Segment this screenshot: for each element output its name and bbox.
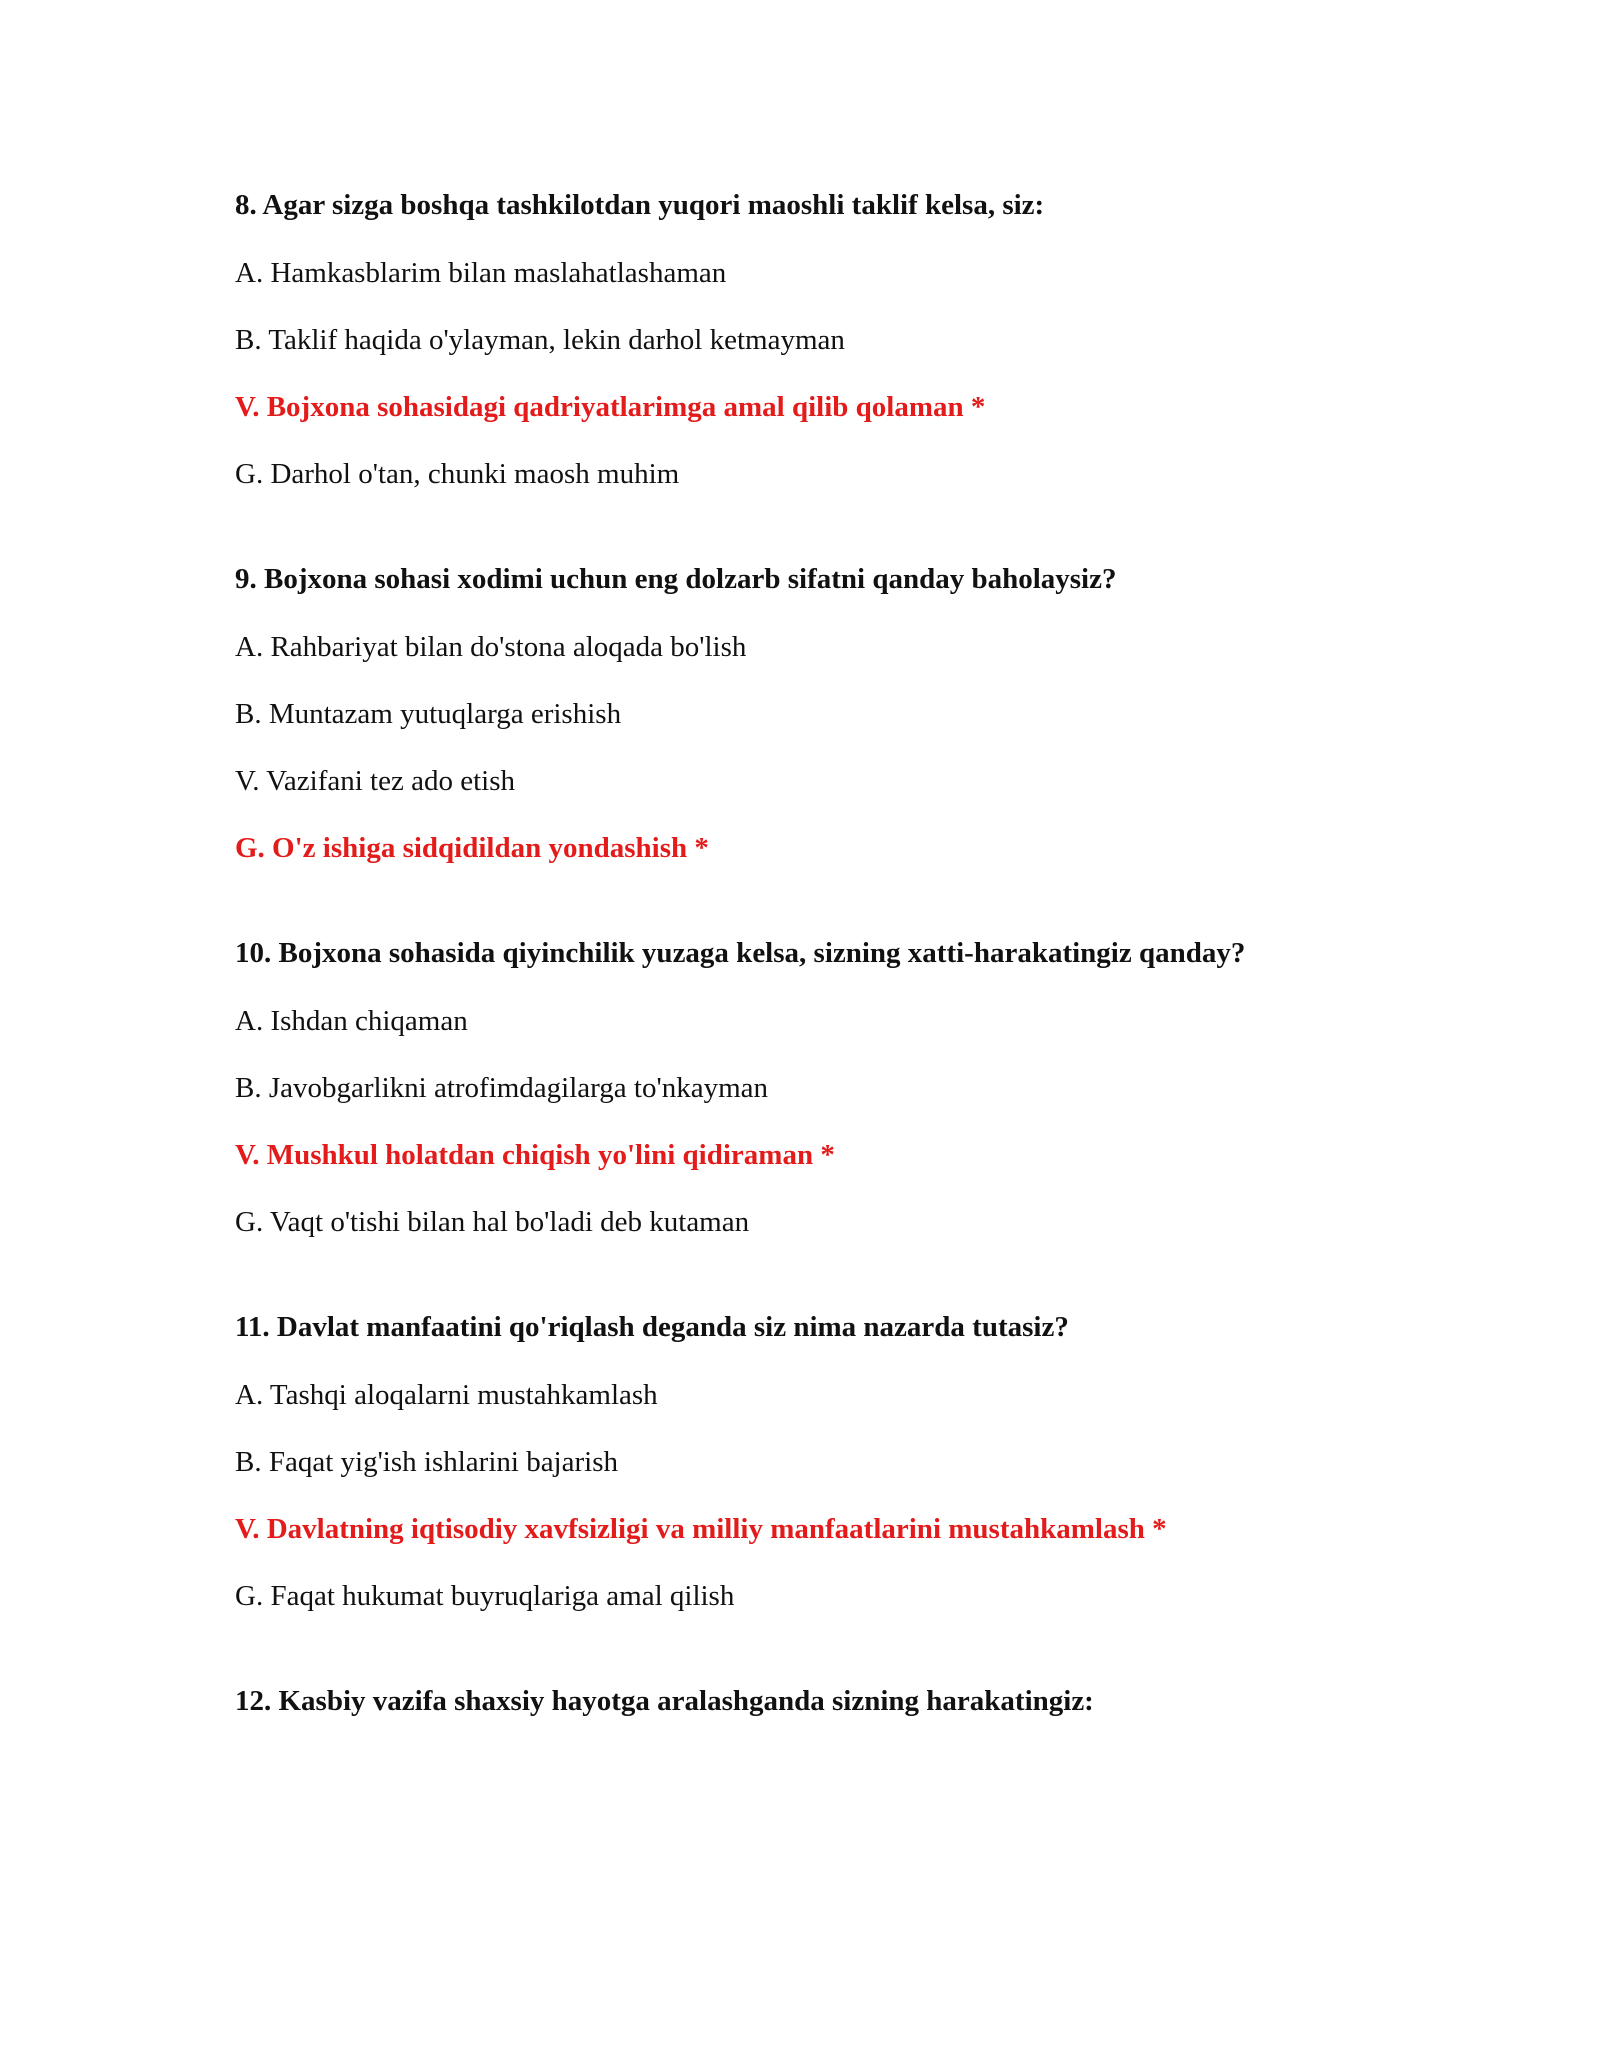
- question-block-11: [235, 1308, 1415, 1615]
- question-title: 8. Agar sizga boshqa tashkilotdan yuqori maoshli taklif kelsa, siz:: [235, 189, 1045, 221]
- option-b: B. Javobgarlikni atrofimdagilarga to'nkayman: [235, 1072, 769, 1104]
- question-title: 10. Bojxona sohasida qiyinchilik yuzaga kelsa, sizning xatti-harakatingiz qanday?: [235, 937, 1246, 969]
- option-b: B. Muntazam yutuqlarga erishish: [235, 698, 622, 730]
- option-g: G. Faqat hukumat buyruqlariga amal qilish: [235, 1580, 735, 1612]
- option-a: A. Tashqi aloqalarni mustahkamlash: [235, 1379, 658, 1411]
- option-v: V. Vazifani tez ado etish: [235, 765, 515, 797]
- option-g: G. Vaqt o'tishi bilan hal bo'ladi deb kutaman: [235, 1206, 750, 1238]
- option-v-correct: V. Mushkul holatdan chiqish yo'lini qidiraman *: [235, 1139, 835, 1171]
- question-block-9: [235, 560, 1415, 867]
- question-block-10: [235, 934, 1415, 1241]
- option-b: B. Faqat yig'ish ishlarini bajarish: [235, 1446, 618, 1478]
- option-v-correct: V. Bojxona sohasidagi qadriyatlarimga amal qilib qolaman *: [235, 391, 986, 423]
- question-title: 9. Bojxona sohasi xodimi uchun eng dolzarb sifatni qanday baholaysiz?: [235, 563, 1117, 595]
- question-block-8: [235, 186, 1415, 493]
- question-title: 12. Kasbiy vazifa shaxsiy hayotga aralashganda sizning harakatingiz:: [235, 1685, 1094, 1717]
- option-g: G. Darhol o'tan, chunki maosh muhim: [235, 458, 680, 490]
- option-v-correct: V. Davlatning iqtisodiy xavfsizligi va milliy manfaatlarini mustahkamlash *: [235, 1513, 1167, 1545]
- question-block-12: [235, 1682, 1415, 1720]
- option-b: B. Taklif haqida o'ylayman, lekin darhol ketmayman: [235, 324, 845, 356]
- option-a: A. Hamkasblarim bilan maslahatlashaman: [235, 257, 727, 289]
- option-g-correct: G. O'z ishiga sidqidildan yondashish *: [235, 832, 709, 864]
- option-a: A. Rahbariyat bilan do'stona aloqada bo'lish: [235, 631, 747, 663]
- quiz-content: [235, 186, 1415, 1787]
- option-a: A. Ishdan chiqaman: [235, 1005, 468, 1037]
- question-title: 11. Davlat manfaatini qo'riqlash deganda siz nima nazarda tutasiz?: [235, 1311, 1069, 1343]
